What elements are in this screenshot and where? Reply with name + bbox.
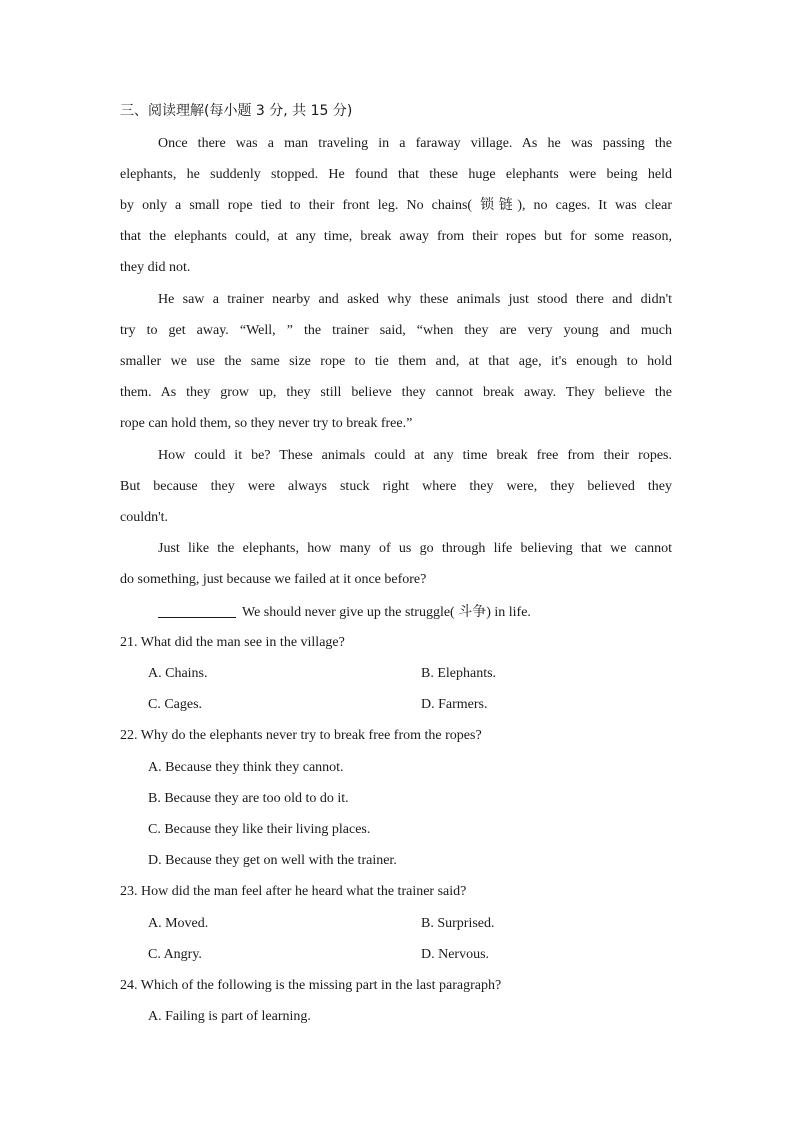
passage-line: Just like the elephants, how many of us go through life believing that we cannot (158, 541, 672, 556)
option-b[interactable]: B. Surprised. (421, 916, 495, 931)
answer-blank[interactable] (158, 603, 236, 618)
option-a[interactable]: A. Chains. (148, 666, 208, 681)
passage-line: smaller we use the same size rope to tie them and, at that age, it's enough to hold (120, 354, 672, 369)
passage-line: they did not. (120, 260, 191, 275)
question-stem: 24. Which of the following is the missing part in the last paragraph? (120, 978, 502, 993)
passage-line: that the elephants could, at any time, break away from their ropes but for some reason, (120, 229, 672, 244)
passage-line: He saw a trainer nearby and asked why these animals just stood there and didn't (158, 292, 672, 307)
option-c[interactable]: C. Cages. (148, 697, 203, 712)
passage-line: do something, just because we failed at it once before? (120, 572, 427, 587)
passage-line: couldn't. (120, 510, 169, 525)
passage-line: elephants, he suddenly stopped. He found that these huge elephants were being held (120, 167, 672, 182)
passage-line: rope can hold them, so they never try to break free.” (120, 416, 413, 431)
option-a[interactable]: A. Moved. (148, 916, 209, 931)
question-stem: 21. What did the man see in the village? (120, 635, 345, 650)
option-a[interactable]: A. Failing is part of learning. (148, 1009, 311, 1024)
passage-line: by only a small rope tied to their front leg. No chains( 锁链), no cages. It was clear (120, 198, 672, 213)
option-c[interactable]: C. Angry. (148, 947, 202, 962)
passage-line: Once there was a man traveling in a faraway village. As he was passing the (158, 136, 672, 151)
option-c[interactable]: C. Because they like their living places. (148, 822, 371, 837)
question-stem: 23. How did the man feel after he heard what the trainer said? (120, 884, 467, 899)
option-d[interactable]: D. Because they get on well with the trainer. (148, 853, 397, 868)
option-a[interactable]: A. Because they think they cannot. (148, 760, 344, 775)
option-b[interactable]: B. Because they are too old to do it. (148, 791, 349, 806)
passage-last-paragraph (158, 603, 710, 622)
option-d[interactable]: D. Nervous. (421, 947, 490, 962)
passage-line: But because they were always stuck right where they were, they believed they (120, 479, 672, 494)
option-b[interactable]: B. Elephants. (421, 666, 497, 681)
section-heading: 三、阅读理解(每小题 3 分, 共 15 分) (120, 103, 353, 119)
option-d[interactable]: D. Farmers. (421, 697, 488, 712)
passage-line: We should never give up the struggle( 斗争) in life. (242, 605, 531, 620)
passage-line: them. As they grow up, they still believe they cannot break away. They believe the (120, 385, 672, 400)
passage-line: How could it be? These animals could at any time break free from their ropes. (158, 448, 672, 463)
passage-line: try to get away. “Well, ” the trainer said, “when they are very young and much (120, 323, 672, 338)
question-stem: 22. Why do the elephants never try to break free from the ropes? (120, 728, 482, 743)
